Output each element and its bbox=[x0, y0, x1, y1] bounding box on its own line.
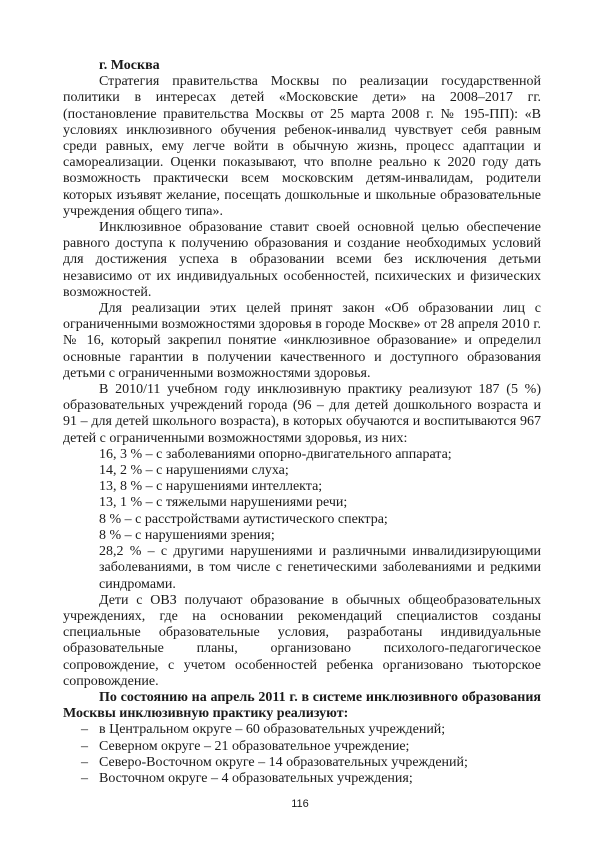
stat-item: 16, 3 % – с заболеваниями опорно-двигательного аппарата; bbox=[99, 446, 452, 462]
paragraph-statistics: В 2010/11 учебном году инклюзивную практику реализуют 187 (5 %) образовательных учреждений города (96 – для детей дошкольного возраста и 91 – для детей школьного возраста), в которых обучаются и воспитываются 967 детей с ограниченными возможностями здоровья, из них: bbox=[63, 382, 541, 446]
district-text: Северном округе – 21 образовательное учреждение; bbox=[99, 738, 410, 754]
district-item bbox=[63, 739, 541, 755]
district-text: Восточном округе – 4 образовательных учреждения; bbox=[99, 770, 413, 786]
stat-item: 14, 2 % – с нарушениями слуха; bbox=[99, 463, 289, 479]
stat-item: 13, 1 % – с тяжелыми нарушениями речи; bbox=[99, 495, 348, 511]
stat-item: 28,2 % – с другими нарушениями и различными инвалидизирующими заболеваниями, в том числе с генетическими заболеваниями и редкими синдромами. bbox=[99, 544, 541, 592]
stat-item: 8 % – с расстройствами аутистического спектра; bbox=[99, 511, 388, 527]
district-item bbox=[63, 755, 541, 771]
stat-item: 13, 8 % – с нарушениями интеллекта; bbox=[99, 479, 323, 495]
paragraph-ovz: Дети с ОВЗ получают образование в обычных общеобразовательных учреждениях, где на основании рекомендаций специалистов созданы специальные образовательные условия, разработаны индивидуальные образовательные планы, организовано психолого-педагогическое сопровождение, с учетом особенностей ребенка организовано тьюторское сопровождение. bbox=[63, 592, 541, 689]
stat-item: 8 % – с нарушениями зрения; bbox=[99, 527, 275, 543]
dash-marker: – bbox=[81, 738, 88, 754]
district-item bbox=[63, 771, 541, 787]
page-number: 116 bbox=[291, 798, 309, 811]
dash-marker: – bbox=[81, 754, 88, 770]
paragraph-april-2011: По состоянию на апрель 2011 г. в системе инклюзивного образования Москвы инклюзивную практику реализуют: bbox=[63, 689, 541, 722]
dash-marker: – bbox=[81, 722, 88, 738]
document-page bbox=[63, 0, 541, 787]
paragraph-inclusive-goal: Инклюзивное образование ставит своей основной целью обеспечение равного доступа к получению образования и создание необходимых условий для достижения успеха в образовании всеми без исключения детьми независимо от их индивидуальных особенностей, психических и физических возможностей. bbox=[63, 220, 541, 300]
district-text: Северо-Восточном округе – 14 образовательных учреждений; bbox=[99, 754, 468, 770]
paragraph-law: Для реализации этих целей принят закон «Об образовании лиц с ограниченными возможностями здоровья в городе Москве» от 28 апреля 2010 г. № 16, который закрепил понятие «инклюзивное образование» и определил основные гарантии в получении качественного и доступного образования детьми с ограниченными возможностями здоровья. bbox=[63, 301, 541, 381]
dash-marker: – bbox=[81, 770, 88, 786]
district-text: в Центральном округе – 60 образовательных учреждений; bbox=[99, 722, 446, 738]
paragraph-strategy: Стратегия правительства Москвы по реализации государственной политики в интересах детей «Московские дети» на 2008–2017 гг. (постановление правительства Москвы от 25 марта 2008 г. № 195-ПП): «В условиях инклюзивного обучения ребенок-инвалид чувствует себя равным среди равных, ему легче войти в обычную жизнь, процесс адаптации и самореализации. Оценки показывают, что вполне реально к 2020 году дать возможность практически всем московским детям-инвалидам, родители которых изъявят желание, посещать дошкольные и школьные образовательные учреждения общего типа». bbox=[63, 74, 541, 219]
district-item bbox=[63, 722, 541, 738]
section-heading: г. Москва bbox=[99, 58, 160, 73]
